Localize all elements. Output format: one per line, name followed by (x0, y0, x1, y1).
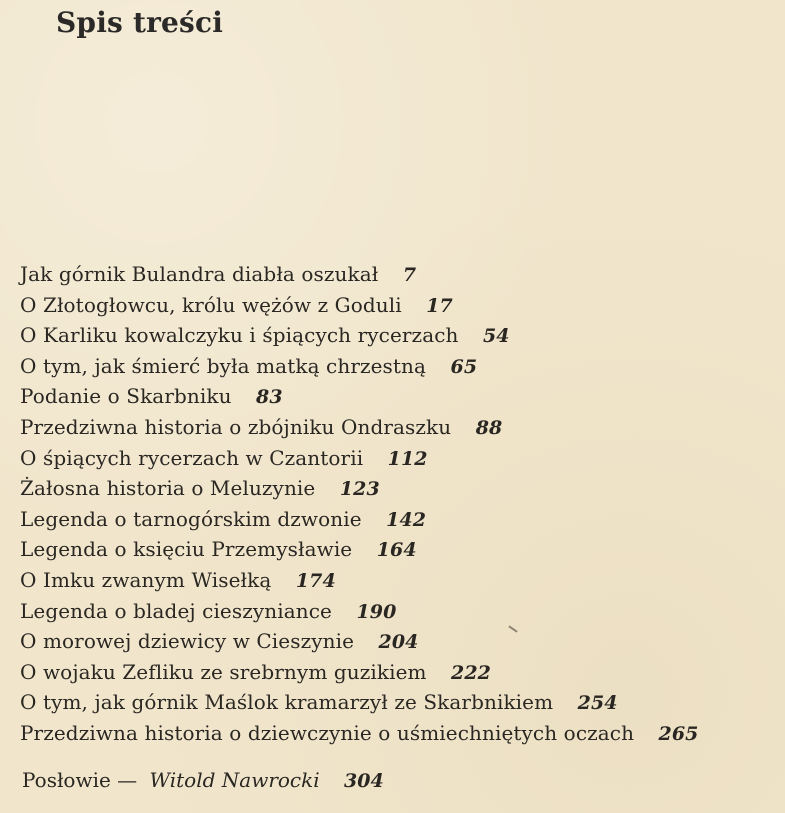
toc-entry (20, 260, 775, 291)
afterword-label: Posłowie — (22, 768, 138, 792)
toc-entry-title: Przedziwna historia o dziewczynie o uśmiechniętych oczach (20, 720, 635, 745)
toc-entry-page: 142 (386, 508, 427, 531)
toc-entry (20, 597, 775, 628)
toc-entry-title: O Złotogłowcu, królu wężów z Goduli (20, 292, 402, 317)
toc-entry-title: Legenda o bladej cieszyniance (20, 598, 332, 623)
toc-entry-page: 7 (402, 264, 417, 286)
toc-entry-page: 190 (356, 600, 397, 623)
toc-entry (20, 291, 775, 322)
toc-entry-title: O śpiących rycerzach w Czantorii (20, 445, 364, 470)
toc-entry (20, 382, 775, 413)
toc-entry-page: 83 (256, 386, 283, 409)
toc-entry-title: O tym, jak śmierć była matką chrzestną (20, 353, 427, 378)
toc-entry-page: 265 (658, 722, 699, 745)
toc-entry-page: 222 (451, 661, 492, 684)
toc-entry-title: Przedziwna historia o zbójniku Ondraszku (20, 414, 452, 439)
toc-entry-title: O Karliku kowalczyku i śpiących rycerzach (20, 323, 459, 348)
toc-entry (20, 321, 775, 352)
toc-entry-page: 17 (426, 294, 453, 317)
toc-entry (20, 688, 775, 719)
toc-entry-page: 174 (295, 569, 336, 592)
afterword-page: 304 (344, 770, 384, 792)
toc-entry-page: 204 (378, 631, 419, 654)
toc-entry-page: 112 (387, 447, 428, 470)
toc-entry-title: Legenda o tarnogórskim dzwonie (20, 506, 362, 531)
toc-entry (20, 719, 775, 750)
toc-entry-title: O morowej dziewicy w Cieszynie (20, 629, 355, 654)
toc-entry (20, 474, 775, 505)
toc-entry-page: 88 (475, 416, 503, 439)
toc-entry (20, 352, 775, 383)
afterword-entry (22, 766, 384, 795)
toc-entry-page: 65 (450, 355, 478, 378)
toc-entry-page: 54 (482, 325, 510, 348)
afterword-author: Witold Nawrocki (149, 768, 320, 792)
toc-entry (20, 444, 775, 475)
toc-entry-title: O Imku zwanym Wisełką (20, 567, 272, 592)
toc-entry (20, 658, 775, 689)
toc-entry-title: Żałosna historia o Meluzynie (20, 476, 316, 501)
toc-entry-page: 254 (577, 692, 618, 715)
toc-entry (20, 535, 775, 566)
page-title: Spis treści (56, 6, 224, 39)
toc-entry-title: O wojaku Zefliku ze srebrnym guzikiem (20, 659, 427, 684)
toc-entry-title: Legenda o księciu Przemysławie (20, 537, 353, 562)
toc-list (20, 260, 775, 750)
toc-entry-title: Podanie o Skarbniku (20, 384, 232, 409)
toc-entry (20, 627, 775, 658)
toc-entry (20, 566, 775, 597)
toc-entry-page: 123 (339, 478, 380, 501)
toc-entry-page: 164 (376, 539, 417, 562)
toc-entry (20, 413, 775, 444)
toc-entry-title: O tym, jak górnik Maślok kramarzył ze Skarbnikiem (20, 690, 554, 715)
toc-entry-title: Jak górnik Bulandra diabła oszukał (20, 262, 379, 286)
toc-entry (20, 505, 775, 536)
